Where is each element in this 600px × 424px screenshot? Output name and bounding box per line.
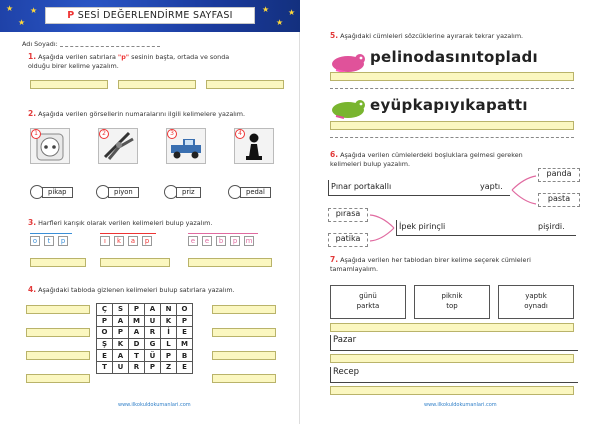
grid-cell[interactable]: M bbox=[129, 315, 145, 327]
answer-line[interactable] bbox=[330, 121, 574, 130]
letter-tile: a bbox=[128, 236, 138, 246]
grid-cell[interactable]: A bbox=[129, 327, 145, 339]
grid-cell[interactable]: Ş bbox=[97, 338, 113, 350]
site-link[interactable]: www.ilkokuldokumanlari.com bbox=[424, 402, 497, 408]
letter-tile: p bbox=[58, 236, 68, 246]
answer-line[interactable] bbox=[212, 305, 276, 314]
grid-row bbox=[97, 338, 193, 350]
question-7: 7. Aşağıda verilen her tablodan birer kelime seçerek cümleleri tamamlayalım. bbox=[330, 255, 531, 273]
letter-tile: k bbox=[114, 236, 124, 246]
star-icon: ★ bbox=[288, 8, 296, 17]
name-line[interactable] bbox=[60, 46, 160, 47]
grid-cell[interactable]: P bbox=[145, 361, 161, 373]
sentence-start: İpek pirinçli bbox=[399, 222, 446, 231]
name-label: Adı Soyadı: bbox=[22, 40, 58, 48]
tile-group-underline bbox=[30, 233, 72, 234]
answer-line[interactable] bbox=[26, 351, 90, 360]
question-2: 2. Aşağıda verilen görsellerin numaralarını ilgili kelimelere yazalım. bbox=[28, 109, 246, 118]
answer-line[interactable] bbox=[330, 354, 574, 363]
answer-line[interactable] bbox=[26, 305, 90, 314]
grid-cell[interactable]: P bbox=[161, 350, 177, 362]
star-icon: ★ bbox=[30, 6, 38, 15]
grid-cell[interactable]: R bbox=[145, 327, 161, 339]
grid-cell[interactable]: A bbox=[113, 350, 129, 362]
word-option[interactable]: pasta bbox=[538, 193, 580, 207]
arrows-icon bbox=[510, 168, 540, 212]
right-page bbox=[300, 0, 600, 424]
word-search-grid bbox=[96, 303, 193, 374]
word-card[interactable]: piknik top bbox=[414, 285, 490, 319]
grid-cell[interactable]: S bbox=[113, 304, 129, 316]
tile-group-underline bbox=[188, 233, 258, 234]
star-icon: ★ bbox=[18, 18, 26, 27]
sentence-end: pişirdi. bbox=[538, 222, 565, 231]
grid-row bbox=[97, 304, 193, 316]
letter-tile: p bbox=[230, 236, 240, 246]
word-option[interactable]: patika bbox=[328, 233, 368, 247]
socket-picture: 1 bbox=[30, 128, 70, 164]
letter-tile: b bbox=[216, 236, 226, 246]
grid-cell[interactable]: İ bbox=[161, 327, 177, 339]
answer-line[interactable] bbox=[330, 88, 574, 89]
grid-row bbox=[97, 350, 193, 362]
site-link[interactable]: www.ilkokuldokumanlari.com bbox=[118, 402, 191, 408]
word-option[interactable]: panda bbox=[538, 168, 580, 182]
pawn-picture: 4 bbox=[234, 128, 274, 164]
grid-cell[interactable]: O bbox=[97, 327, 113, 339]
title-banner bbox=[0, 0, 300, 32]
grid-cell[interactable]: K bbox=[161, 315, 177, 327]
grid-cell[interactable]: N bbox=[161, 304, 177, 316]
letter-tile: e bbox=[188, 236, 198, 246]
answer-line[interactable] bbox=[330, 72, 574, 81]
grid-row bbox=[97, 361, 193, 373]
letter-tile: p bbox=[142, 236, 152, 246]
grid-cell[interactable]: Ü bbox=[145, 350, 161, 362]
grid-cell[interactable]: P bbox=[113, 327, 129, 339]
answer-line[interactable] bbox=[206, 80, 284, 89]
star-icon: ★ bbox=[262, 5, 270, 14]
grid-cell[interactable]: P bbox=[97, 315, 113, 327]
letter-tile: o bbox=[30, 236, 40, 246]
question-5: 5. Aşağıdaki cümleleri sözcüklerine ayırarak tekrar yazalım. bbox=[330, 31, 524, 40]
grid-cell[interactable]: M bbox=[177, 338, 193, 350]
grid-row bbox=[97, 327, 193, 339]
left-page: ★ ★ ★ ★ ★ ★ P SESİ DEĞERLENDİRME SAYFASI Adı Soyadı: 1. Aşağıda verilen satırlara "p" sesinin başta, ortada ve sonda olduğu birer kelime yazalım. 2. Aşağıda verilen görsellerin numaralarını ilgili kelimelere yazalım. 1 2 3 4 pikap piyon priz pedal 3. Harfleri karışık olarak verilen kelimeleri bulup yazalım. o t p ı k a p e e b p m 4. Aşağıdaki tabloda gizlenen kelimeleri bulup satırlara yazalım. Ç S P A N O P A M U K P O P A R İ E Ş K D G L M E A T Ü P B T U R P Z E www.ilkokuldokumanlari.com bbox=[0, 0, 300, 424]
star-icon: ★ bbox=[276, 18, 284, 27]
truck-picture: 3 bbox=[166, 128, 206, 164]
grid-cell[interactable]: Z bbox=[161, 361, 177, 373]
star-icon: ★ bbox=[6, 4, 14, 13]
grid-row bbox=[97, 315, 193, 327]
answer-line[interactable] bbox=[118, 80, 196, 89]
sentence-row[interactable]: Pazar bbox=[330, 335, 578, 351]
question-4: 4. Aşağıdaki tabloda gizlenen kelimeleri bulup satırlara yazalım. bbox=[28, 285, 235, 294]
letter-tile: e bbox=[202, 236, 212, 246]
letter-tile: ı bbox=[100, 236, 110, 246]
answer-line[interactable] bbox=[212, 328, 276, 337]
grid-cell[interactable]: D bbox=[129, 338, 145, 350]
answer-line[interactable] bbox=[100, 258, 170, 267]
word-card[interactable]: günü parkta bbox=[330, 285, 406, 319]
question-3: 3. Harfleri karışık olarak verilen kelimeleri bulup yazalım. bbox=[28, 218, 213, 227]
letter-tile: m bbox=[245, 237, 253, 245]
sentence-end: yaptı. bbox=[480, 182, 503, 191]
grid-cell[interactable]: U bbox=[145, 315, 161, 327]
answer-line[interactable] bbox=[212, 374, 276, 383]
sentence-row[interactable]: Recep bbox=[330, 367, 578, 383]
grid-cell[interactable]: Ç bbox=[97, 304, 113, 316]
sentence-2: eyüpkapıyıkapattı bbox=[370, 96, 528, 114]
tile-group-underline bbox=[100, 233, 156, 234]
grid-cell[interactable]: B bbox=[177, 350, 193, 362]
grid-cell[interactable]: T bbox=[97, 361, 113, 373]
grid-cell[interactable]: A bbox=[145, 304, 161, 316]
answer-line[interactable] bbox=[330, 137, 574, 138]
answer-line[interactable] bbox=[30, 80, 108, 89]
answer-line[interactable] bbox=[212, 351, 276, 360]
answer-line[interactable] bbox=[26, 374, 90, 383]
sentence-1: pelinodasınıtopladı bbox=[370, 48, 538, 66]
grid-cell[interactable]: T bbox=[129, 350, 145, 362]
grid-cell[interactable]: P bbox=[129, 304, 145, 316]
page-title: P SESİ DEĞERLENDİRME SAYFASI bbox=[45, 7, 255, 24]
grid-cell[interactable]: L bbox=[161, 338, 177, 350]
word-option[interactable]: pırasa bbox=[328, 208, 368, 222]
word-card[interactable]: yaptık oynadı bbox=[498, 285, 574, 319]
grid-cell[interactable]: R bbox=[129, 361, 145, 373]
answer-line[interactable] bbox=[26, 328, 90, 337]
answer-line[interactable] bbox=[188, 258, 272, 267]
question-1: 1. Aşağıda verilen satırlara "p" sesinin başta, ortada ve sonda olduğu birer kelime yazalım. bbox=[28, 52, 230, 70]
grid-cell[interactable]: K bbox=[113, 338, 129, 350]
arrows-icon bbox=[368, 208, 396, 248]
question-6: 6. Aşağıda verilen cümlelerdeki boşluklara gelmesi gereken kelimeleri bulup yazalım. bbox=[330, 150, 523, 168]
letter-tile: t bbox=[44, 236, 54, 246]
answer-line[interactable] bbox=[330, 386, 574, 395]
worm-icon bbox=[330, 96, 368, 122]
sentence-start: Pınar portakallı bbox=[331, 182, 392, 191]
grid-cell[interactable]: A bbox=[113, 315, 129, 327]
answer-line[interactable] bbox=[30, 258, 86, 267]
pliers-picture: 2 bbox=[98, 128, 138, 164]
answer-line[interactable] bbox=[330, 323, 574, 332]
grid-cell[interactable]: U bbox=[113, 361, 129, 373]
grid-cell[interactable]: O bbox=[177, 304, 193, 316]
grid-cell[interactable]: E bbox=[177, 361, 193, 373]
grid-cell[interactable]: E bbox=[97, 350, 113, 362]
grid-cell[interactable]: E bbox=[177, 327, 193, 339]
grid-cell[interactable]: P bbox=[177, 315, 193, 327]
grid-cell[interactable]: G bbox=[145, 338, 161, 350]
